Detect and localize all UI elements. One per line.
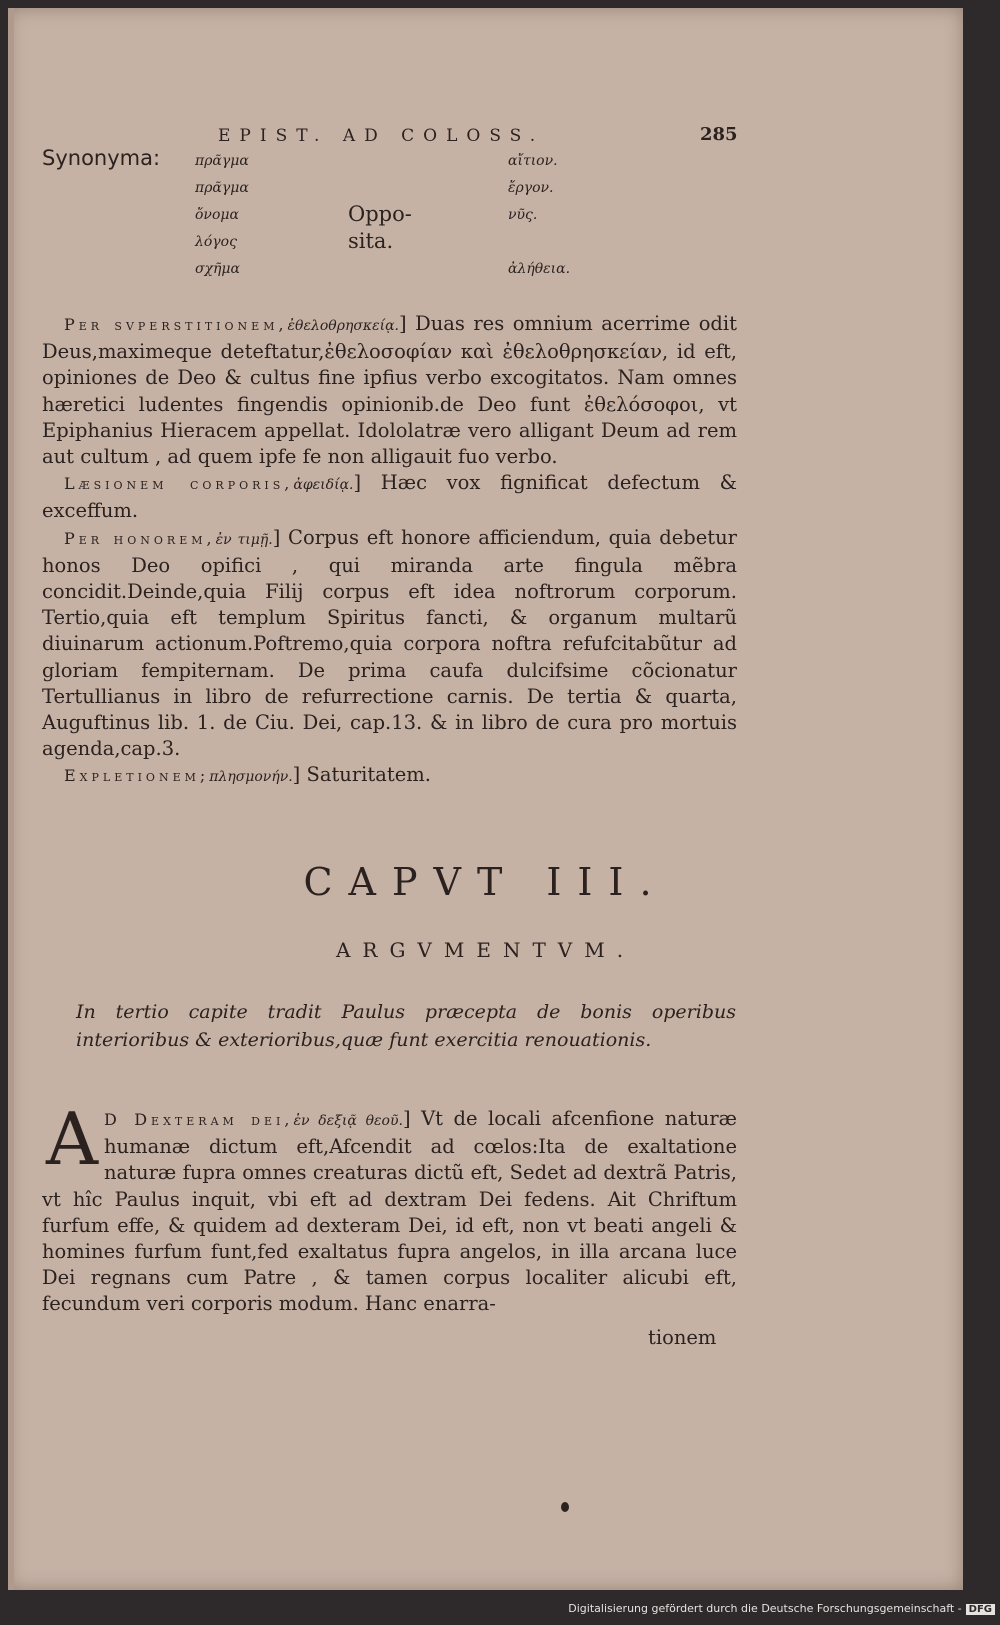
- synonym-term: ὄνομα: [195, 207, 239, 223]
- commentary-block: [42, 311, 737, 791]
- synonym-term: πρᾶγμα: [195, 153, 249, 169]
- digitization-footer: [500, 1602, 995, 1615]
- lemma: Per honorem,: [64, 528, 216, 548]
- chapter-title: CAPVT III.: [303, 860, 668, 904]
- greek-term: πλησμονήν.: [209, 769, 293, 786]
- drop-cap: A: [46, 1097, 98, 1181]
- commentary-paragraph: [42, 1097, 738, 1318]
- catchword: tionem: [648, 1326, 717, 1349]
- commentary-paragraph: [42, 311, 737, 470]
- opposite-term: ἔργον.: [508, 180, 554, 196]
- chapter-commentary-block: [42, 1097, 738, 1318]
- paragraph-text: ] Saturitatem.: [292, 763, 431, 787]
- paragraph-text: ] Vt de locali afcenfione naturæ humanæ dictum eft,Afcendit ad cœlos:Ita de exaltatione naturæ fupra omnes creaturas dictũ eft, Sedet ad dextrã Patris, vt hîc Paulus inquit, vbi eft ad dextram Dei fedens. Ait Chriftum furfum effe, & quidem ad dexteram Dei, id eft, non vt beati angeli & homines furfum funt,fed exaltatus fupra angelos, in illa arcana luce Dei regnans cum Patre , & tamen corpus localiter alicubi eft, fecundum veri corporis modum. Hanc enarra-: [42, 1107, 738, 1316]
- synonym-term: σχῆμα: [195, 261, 240, 277]
- footer-text: Digitalisierung gefördert durch die Deutsche Forschungsgemeinschaft -: [568, 1602, 962, 1615]
- opposite-term: νῦς.: [508, 207, 538, 223]
- commentary-paragraph: [42, 525, 737, 763]
- argumentum-heading: ARGVMENTVM.: [335, 938, 636, 962]
- synonyma-left-column: [195, 148, 249, 283]
- paragraph-text: ] Duas res omnium acerrime odit Deus,maximeque deteftatur,ἐθελοσοφίαν καὶ ἐθελοθρησκείαν, id eft, opiniones de Deo & cultus fine ipfius verbo excogitatos. Nam omnes hæretici ludentes fingendis opinionib.de Deo funt ἐθελόσοφοι, vt Epiphanius Hieracem appellat. Idololatræ vero alligant Deum ad rem aut cultum , ad quem ipfe fe non alligauit fuo verbo.: [42, 312, 737, 469]
- page-number: 285: [700, 124, 738, 145]
- synonyma-right-column: [508, 148, 570, 283]
- commentary-paragraph: [42, 762, 737, 790]
- ink-spot: [561, 1502, 569, 1512]
- lemma: Læsionem corporis,: [64, 474, 294, 494]
- opposite-term: αἴτιον.: [508, 153, 558, 169]
- synonym-term: πρᾶγμα: [195, 180, 249, 196]
- greek-term: ἐν δεξιᾷ θεοῦ.: [293, 1113, 403, 1129]
- greek-term: ἐν τιμῇ.: [215, 531, 273, 548]
- lemma: Per svperstitionem,: [64, 315, 288, 334]
- paragraph-text: ] Corpus eft honore afficiendum, quia debetur honos Deo opifici , qui miranda arte fingula mẽbra concidit.Deinde,quia Filij corpus eft idea noftrorum corporum. Tertio,quia eft templum Spiritus fancti, & organum multarũ diuinarum actionum.Poftremo,quia corpora noftra refufcitabũtur ad gloriam fempiternam. De prima caufa dulcifsime cõcionatur Tertullianus in libro de refurrectione carnis. De tertia & quarta, Auguftinus lib. 1. de Ciu. Dei, cap.13. & in libro de cura pro mortuis agenda,cap.3.: [42, 525, 737, 761]
- opposite-term: ἀλήθεια.: [508, 261, 571, 277]
- lemma: Expletionem;: [64, 766, 210, 786]
- greek-term: ἀφειδίᾳ.: [293, 477, 354, 494]
- synonym-term: λόγος: [195, 234, 237, 250]
- paragraph-text: ] Hæc vox fignificat defectum & exceffum.: [42, 471, 737, 523]
- dfg-logo-icon: DFG: [966, 1604, 995, 1615]
- greek-term: ἐθελοθρησκείᾳ.: [287, 318, 399, 334]
- opposita-label: Oppo- sita.: [348, 202, 412, 253]
- lemma: D Dexteram dei,: [104, 1110, 294, 1129]
- book-page: [8, 8, 963, 1590]
- commentary-paragraph: [42, 470, 737, 524]
- argumentum-text: In tertio capite tradit Paulus præcepta de bonis operibus interioribus & exterioribus,quæ funt exercitia renouationis.: [76, 1001, 736, 1051]
- running-head: EPIST. AD COLOSS.: [218, 126, 545, 146]
- synonyma-label: Synonyma:: [42, 146, 161, 170]
